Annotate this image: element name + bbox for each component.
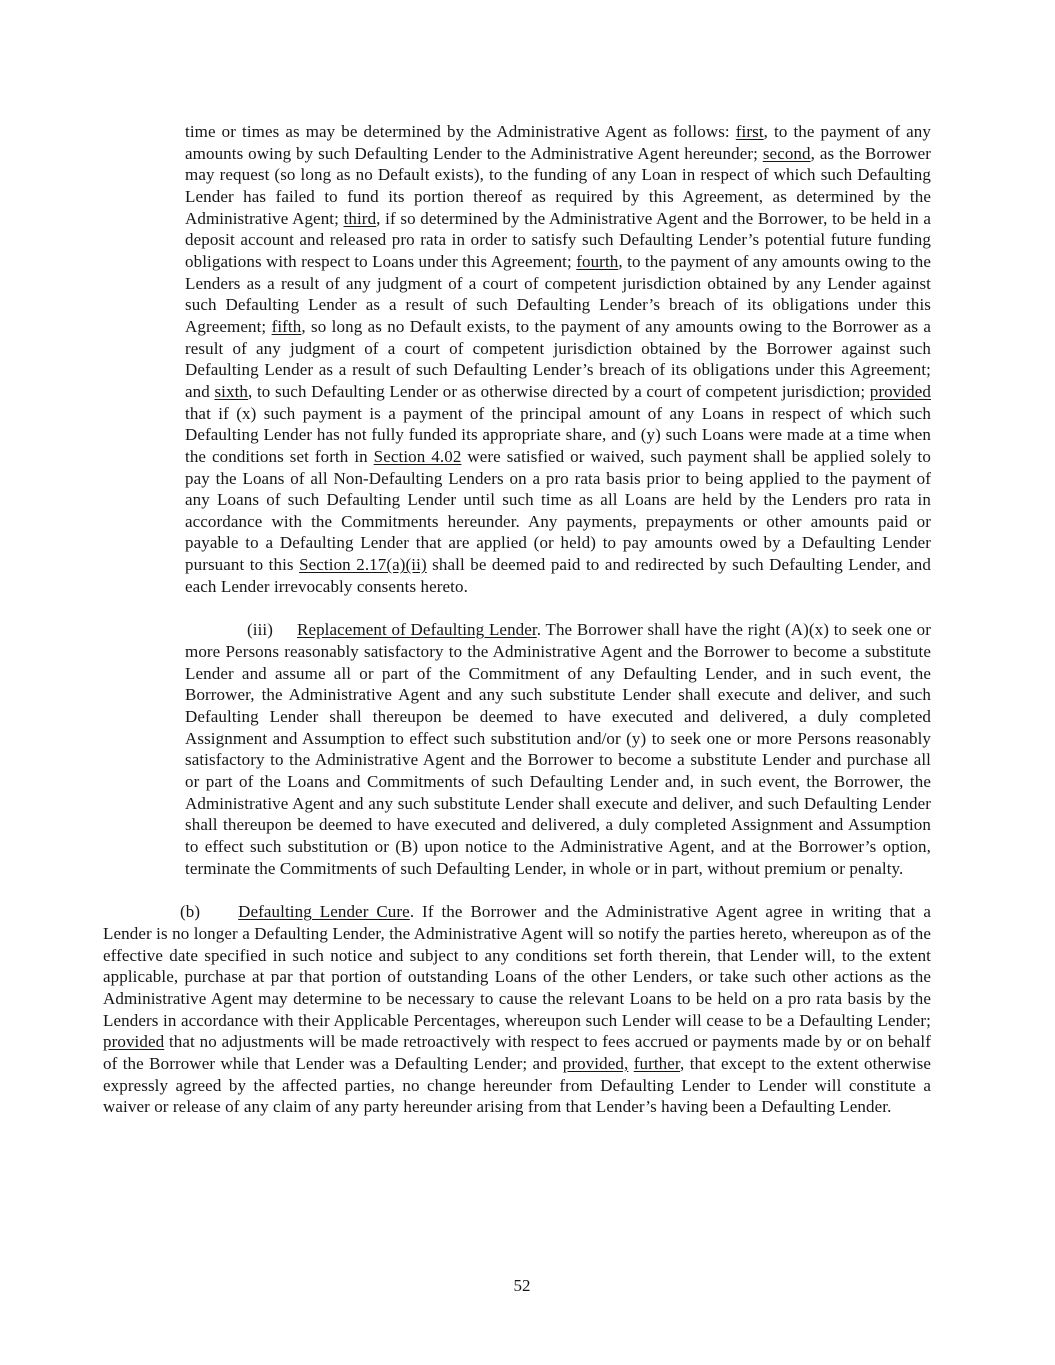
- clause-text-replacement: Replacement of Defaulting Lender. The Borrower shall have the right (A)(x) to seek one or more Persons reasonably satisfactory to the Administrative Agent and the Borrower to become a substitute Lender and assume all or part of the Commitment of any Defaulting Lender, and in such event, the Borrower, the Administrative Agent and any such substitute Lender shall execute and deliver, and such Defaulting Lender shall thereupon be deemed to have executed and delivered, a duly completed Assignment and Assumption to effect such substitution and/or (y) to seek one or more Persons reasonably satisfactory to the Administrative Agent and the Borrower to become a substitute Lender and purchase all or part of the Loans and Commitments of such Defaulting Lender and, in such event, the Borrower, the Administrative Agent and any such substitute Lender shall execute and deliver, and such Defaulting Lender shall thereupon be deemed to have executed and delivered, a duly completed Assignment and Assumption to effect such substitution or (B) upon notice to the Administrative Agent, and at the Borrower’s option, terminate the Commitments of such Defaulting Lender, in whole or in part, without premium or penalty.: [185, 620, 931, 878]
- paragraph-defaulting-lender-cure: [103, 901, 931, 1118]
- paragraph-payment-application-waterfall: time or times as may be determined by the Administrative Agent as follows: first, to the payment of any amounts owing by such Defaulting Lender to the Administrative Agent hereunder; second, as the Borrower may request (so long as no Default exists), to the funding of any Loan in respect of which such Defaulting Lender has failed to fund its portion thereof as required by this Agreement, as determined by the Administrative Agent; third, if so determined by the Administrative Agent and the Borrower, to be held in a deposit account and released pro rata in order to satisfy such Defaulting Lender’s potential future funding obligations with respect to Loans under this Agreement; fourth, to the payment of any amounts owing to the Lenders as a result of any judgment of a court of competent jurisdiction obtained by any Lender against such Defaulting Lender as a result of such Defaulting Lender’s breach of its obligations under this Agreement; fifth, so long as no Default exists, to the payment of any amounts owing to the Borrower as a result of any judgment of a court of competent jurisdiction obtained by the Borrower against such Defaulting Lender as a result of such Defaulting Lender’s breach of its obligations under this Agreement; and sixth, to such Defaulting Lender or as otherwise directed by a court of competent jurisdiction; provided that if (x) such payment is a payment of the principal amount of any Loans in respect of which such Defaulting Lender has not fully funded its appropriate share, and (y) such Loans were made at a time when the conditions set forth in Section 4.02 were satisfied or waived, such payment shall be applied solely to pay the Loans of all Non-Defaulting Lenders on a pro rata basis prior to being applied to the payment of any Loans of such Defaulting Lender until such time as all Loans are held by the Lenders pro rata in accordance with the Commitments hereunder. Any payments, prepayments or other amounts paid or payable to a Defaulting Lender that are applied (or held) to pay amounts owed by a Defaulting Lender pursuant to this Section 2.17(a)(ii) shall be deemed paid to and redirected by such Defaulting Lender, and each Lender irrevocably consents hereto.: [185, 122, 932, 596]
- clause-label-b: (b): [180, 902, 201, 922]
- paragraph-replacement-of-defaulting-lender: [185, 619, 931, 879]
- clause-text-cure: Defaulting Lender Cure. If the Borrower and the Administrative Agent agree in writing that a Lender is no longer a Defaulting Lender, the Administrative Agent will so notify the parties hereto, whereupon as of the effective date specified in such notice and subject to any conditions set forth therein, that Lender will, to the extent applicable, purchase at par that portion of outstanding Loans of the other Lenders, or take such other actions as the Administrative Agent may determine to be necessary to cause the relevant Loans to be held on a pro rata basis by the Lenders in accordance with their Applicable Percentages, whereupon such Lender will cease to be a Defaulting Lender; provided that no adjustments will be made retroactively with respect to fees accrued or payments made by or on behalf of the Borrower while that Lender was a Defaulting Lender; and provided, further, that except to the extent otherwise expressly agreed by the affected parties, no change hereunder from Defaulting Lender to Lender will constitute a waiver or release of any claim of any party hereunder arising from that Lender’s having been a Defaulting Lender.: [103, 902, 931, 1117]
- clause-label-iii: (iii): [247, 620, 273, 640]
- page-body: [103, 121, 931, 1118]
- page-number: 52: [513, 1276, 531, 1295]
